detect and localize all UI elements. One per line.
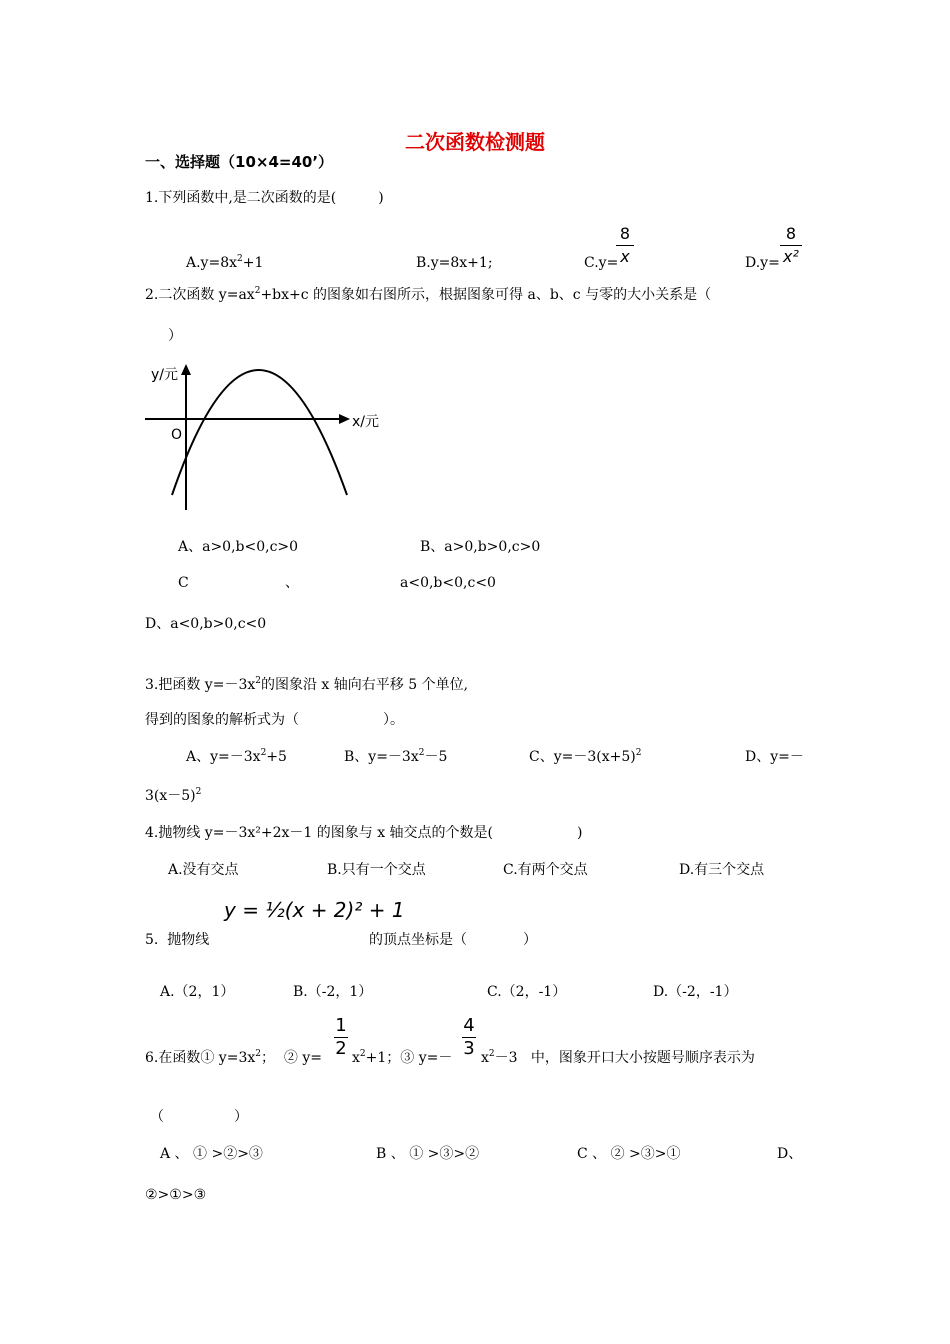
q3-stem-line1: 3.把函数 $y=-3x^2$的图象沿 x 轴向右平移 5 个单位, (145, 676, 469, 693)
q5-option-a: A.（2，1） (160, 984, 235, 1000)
q4-stem: 4.抛物线 y=－3x²+2x－1 的图象与 x 轴交点的个数是( ) (145, 825, 583, 841)
x-axis-label: x/元 (352, 414, 380, 430)
q4-option-b: B.只有一个交点 (327, 862, 426, 878)
q6-stem-part1: 6.在函数① $y=3x^2$； ② y= (145, 1049, 322, 1066)
page-title: 二次函数检测题 (405, 130, 545, 154)
q2-option-c-letter: C (178, 575, 189, 591)
q1-stem: 1.下列函数中,是二次函数的是( ) (145, 190, 384, 206)
q6-option-d: D、 (777, 1146, 803, 1162)
q2-option-d: D、a<0,b>0,c<0 (145, 616, 267, 632)
q5-formula: y = ½(x + 2)² + 1 (224, 898, 405, 922)
q6-option-b: B 、 ① >③>② (376, 1146, 480, 1162)
q2-stem: 2.二次函数 $y=ax^2+bx+c$ 的图象如右图所示，根据图象可得 a、b、c 与零的大小关系是（ (145, 286, 712, 303)
q3-option-a: A、$y=-3x^2+5$ (186, 748, 287, 765)
q1-option-d: D.y= (745, 255, 780, 271)
q4-option-d: D.有三个交点 (679, 862, 765, 878)
q2-option-b: B、a>0,b>0,c>0 (420, 539, 541, 555)
q6-option-a: A 、 ① >②>③ (160, 1146, 263, 1162)
q2-option-c-sep: 、 (285, 575, 299, 591)
q2-option-c: a<0,b<0,c<0 (400, 575, 496, 591)
q6-stem-part3: $x^2-3$ 中，图象开口大小按题号顺序表示为 (481, 1049, 755, 1066)
q6-stem-part2: $x^2+1$；③ y=－ (352, 1049, 453, 1066)
q4-option-a: A.没有交点 (168, 862, 239, 878)
q6-option-c: C 、 ② >③>① (577, 1146, 681, 1162)
q5-option-b: B.（-2，1） (293, 984, 373, 1000)
q5-stem: 5. 抛物线 (145, 932, 210, 948)
q6-fraction-four-thirds: 4 3 (463, 1015, 475, 1059)
q6-option-d-cont: ②>①>③ (145, 1187, 207, 1203)
q1-d-fraction: 8 x² (780, 224, 802, 267)
q5-option-c: C.（2，-1） (487, 984, 567, 1000)
q3-option-d-cont: $3(x-5)^2$ (145, 787, 202, 804)
parabola-graph (140, 355, 390, 515)
y-axis-label: y/元 (151, 367, 179, 383)
q6-fraction-half: 1 2 (335, 1015, 347, 1059)
q3-option-d: D、y=－ (745, 749, 804, 765)
q5-stem-tail: 的顶点坐标是（ ） (369, 932, 537, 948)
x-axis-arrow (339, 414, 350, 424)
q1-c-fraction: 8 x (616, 224, 634, 267)
y-axis-arrow (181, 364, 191, 375)
q3-option-c: C、$y=-3(x+5)^2$ (529, 748, 642, 765)
q3-stem-line2: 得到的图象的解析式为（ ）。 (145, 712, 404, 728)
q5-option-d: D.（-2，-1） (653, 984, 738, 1000)
q4-option-c: C.有两个交点 (503, 862, 588, 878)
origin-label: O (171, 427, 183, 443)
q2-stem-close: ） (168, 328, 182, 344)
q3-option-b: B、$y=-3x^2-5$ (344, 748, 448, 765)
q1-option-b: B.y=8x+1; (416, 255, 493, 271)
q1-option-a: $A.y=8x^2+1$ (186, 254, 264, 271)
q1-option-c: C.y= (584, 255, 619, 271)
section-heading: 一、选择题（10×4=40’） (145, 153, 334, 171)
parabola-curve (172, 370, 347, 495)
q2-option-a: A、a>0,b<0,c>0 (178, 539, 299, 555)
q6-paren: （ ） (150, 1109, 248, 1125)
